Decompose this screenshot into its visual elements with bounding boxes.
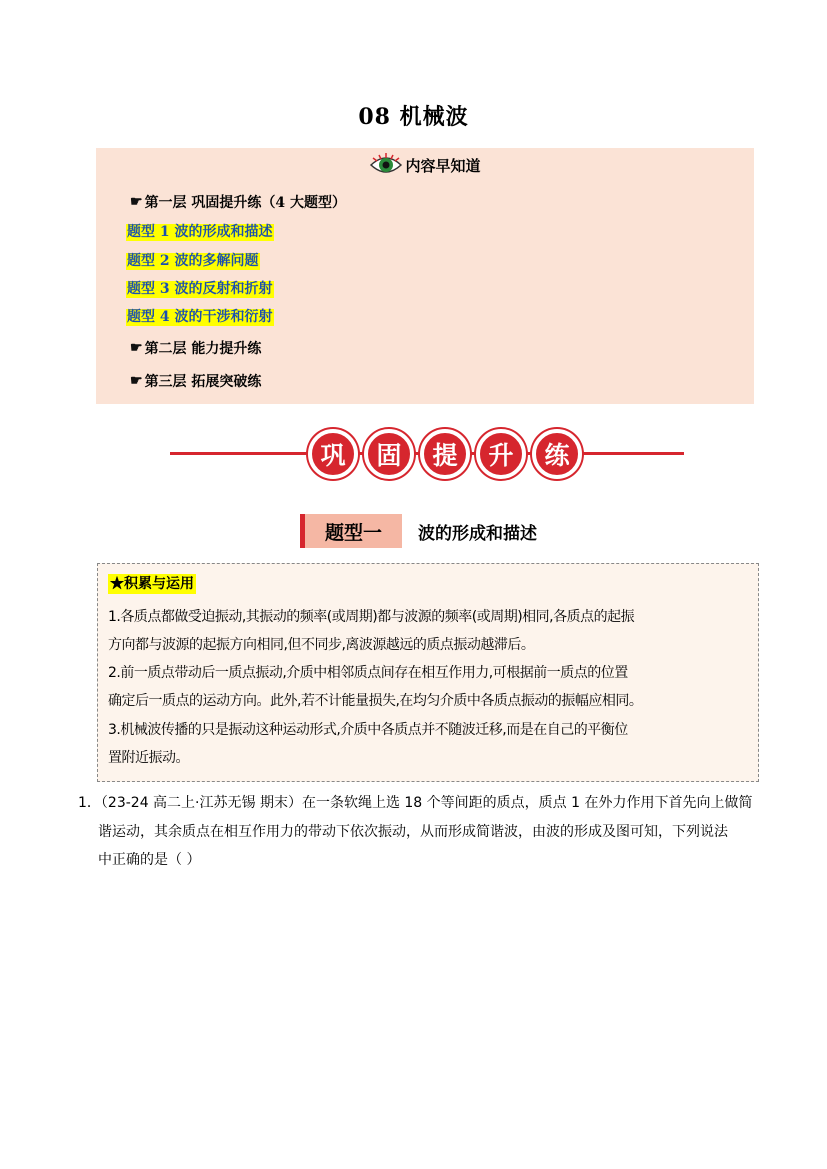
toc-layer-2-label: 第二层 能力提升练: [144, 341, 262, 357]
page-title: 08 机械波: [358, 104, 469, 130]
question-line: 谐运动，其余质点在相互作用力的带动下依次振动，从而形成简谐波，由波的形成及图可知，下列说法: [98, 824, 728, 840]
toc-box: [96, 148, 754, 404]
question-line: 中正确的是（ ）: [98, 852, 201, 868]
toc-header-label: 内容早知道: [405, 156, 481, 175]
banner-badge: 固: [364, 429, 414, 479]
knowledge-line: 1.各质点都做受迫振动,其振动的频率(或周期)都与波源的频率(或周期)相同,各质点的起振: [108, 609, 635, 625]
section-heading: [300, 514, 537, 548]
toc-header: [96, 148, 754, 180]
pointing-hand-icon: ☛: [130, 194, 143, 210]
toc-type-4[interactable]: 题型 4 波的干涉和衍射: [127, 309, 273, 325]
toc-type-3[interactable]: 题型 3 波的反射和折射: [127, 281, 273, 297]
star-icon: ★: [110, 576, 124, 592]
knowledge-line: 方向都与波源的起振方向相同,但不同步,离波源越远的质点振动越滞后。: [108, 637, 535, 653]
eye-icon: [369, 153, 403, 177]
toc-layer-2[interactable]: [130, 338, 261, 358]
toc-layer-1-label: 第一层 巩固提升练（4 大题型）: [144, 195, 347, 211]
question-number: 1．: [78, 795, 101, 811]
banner-badge: 提: [420, 429, 470, 479]
toc-type-2[interactable]: 题型 2 波的多解问题: [127, 253, 259, 269]
pointing-hand-icon: ☛: [130, 373, 143, 389]
knowledge-line: 置附近振动。: [108, 750, 189, 766]
banner-badges: [308, 426, 582, 479]
question-1: [78, 792, 774, 812]
banner-badge: 练: [532, 429, 582, 479]
knowledge-line: 3.机械波传播的只是振动这种运动形式,介质中各质点并不随波迁移,而是在自己的平衡位: [108, 722, 628, 738]
section-tag: 题型一: [300, 514, 402, 548]
toc-layer-1[interactable]: [130, 192, 346, 212]
knowledge-line: 2.前一质点带动后一质点振动,介质中相邻质点间存在相互作用力,可根据前一质点的位置: [108, 665, 628, 681]
knowledge-box: [97, 563, 759, 782]
toc-type-1[interactable]: 题型 1 波的形成和描述: [127, 224, 273, 240]
section-banner: [170, 426, 684, 480]
pointing-hand-icon: ☛: [130, 340, 143, 356]
toc-layer-3[interactable]: [130, 371, 261, 391]
knowledge-heading-label: 积累与运用: [124, 576, 194, 592]
knowledge-heading: [108, 574, 196, 594]
question-line: （23-24 高二上·江苏无锡 期末）在一条软绳上选 18 个等间距的质点，质点 1 在外力作用下首先向上做简: [100, 795, 753, 811]
section-title: 波的形成和描述: [418, 523, 537, 544]
banner-badge: 巩: [308, 429, 358, 479]
banner-badge: 升: [476, 429, 526, 479]
toc-layer-3-label: 第三层 拓展突破练: [144, 374, 262, 390]
knowledge-line: 确定后一质点的运动方向。此外,若不计能量损失,在均匀介质中各质点振动的振幅应相同。: [108, 693, 643, 709]
